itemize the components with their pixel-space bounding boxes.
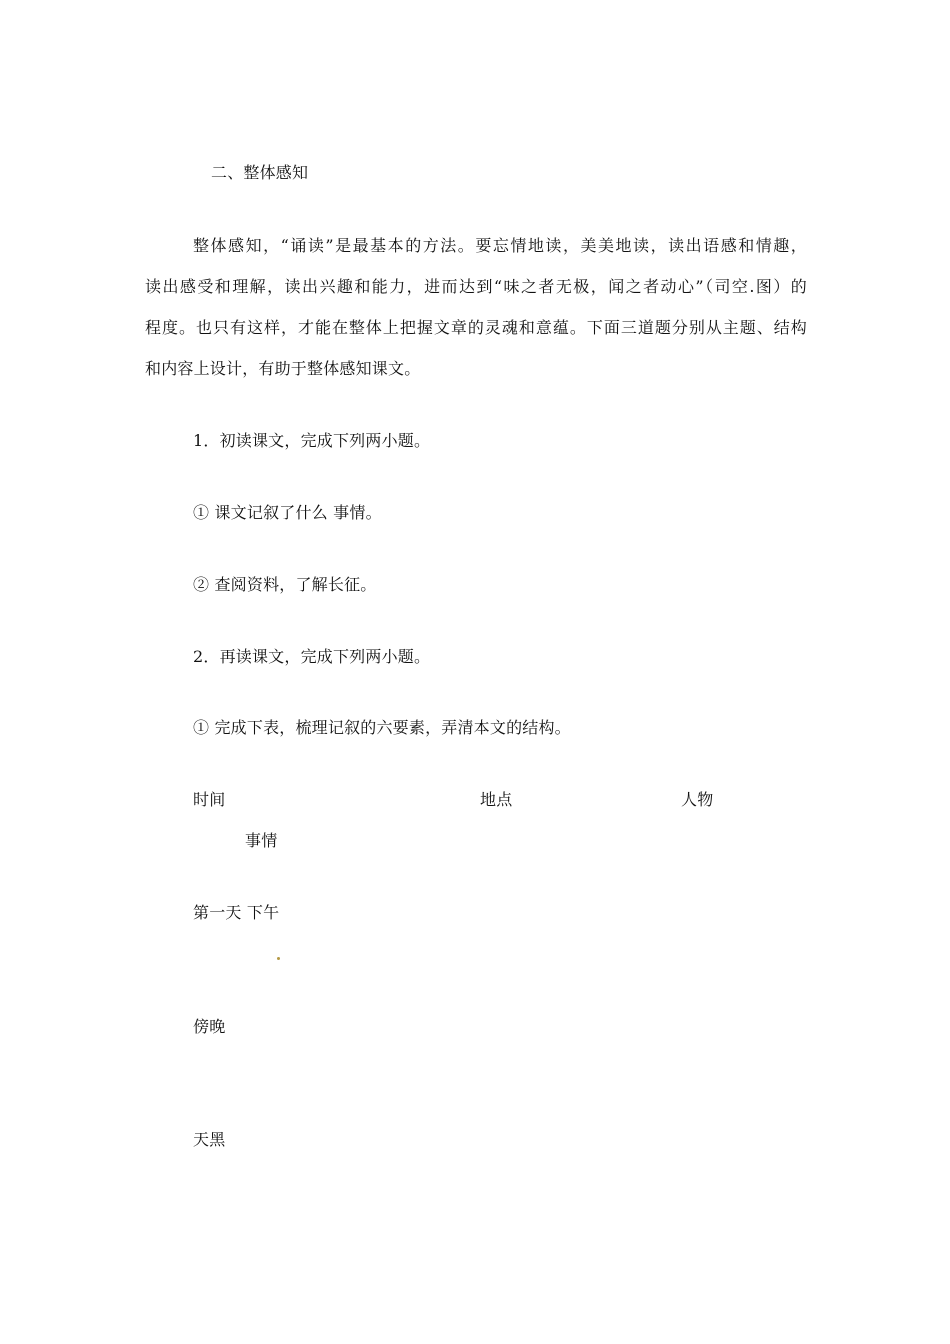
table-row-day1-afternoon: 第一天 下午 [193,903,280,922]
intro-line-4: 和内容上设计，有助于整体感知课文。 [145,359,421,378]
table-header-people: 人物 [681,790,714,809]
section-title: 二、整体感知 [211,163,309,182]
table-header-event: 事情 [245,831,278,850]
table-row-dark: 天黑 [193,1130,226,1149]
question-2-item-1: ① 完成下表，梳理记叙的六要素，弄清本文的结构。 [193,718,571,737]
table-header-time: 时间 [193,790,226,809]
table-row-evening: 傍晚 [193,1017,226,1036]
question-1-item-1: ① 课文记叙了什么 事情。 [193,503,382,522]
question-1-title: 1．初读课文，完成下列两小题。 [193,431,431,450]
intro-line-3: 程度。也只有这样，才能在整体上把握文章的灵魂和意蕴。下面三道题分别从主题、结构 [145,318,807,337]
table-header-place: 地点 [480,790,513,809]
stray-dot-mark [277,957,280,960]
question-2-title: 2．再读课文，完成下列两小题。 [193,647,431,666]
intro-line-2: 读出感受和理解，读出兴趣和能力，进而达到“味之者无极，闻之者动心”（司空.图）的 [145,277,807,296]
question-1-item-2: ② 查阅资料，了解长征。 [193,575,377,594]
intro-line-1: 整体感知，“诵读”是最基本的方法。要忘情地读，美美地读，读出语感和情趣， [193,236,807,255]
